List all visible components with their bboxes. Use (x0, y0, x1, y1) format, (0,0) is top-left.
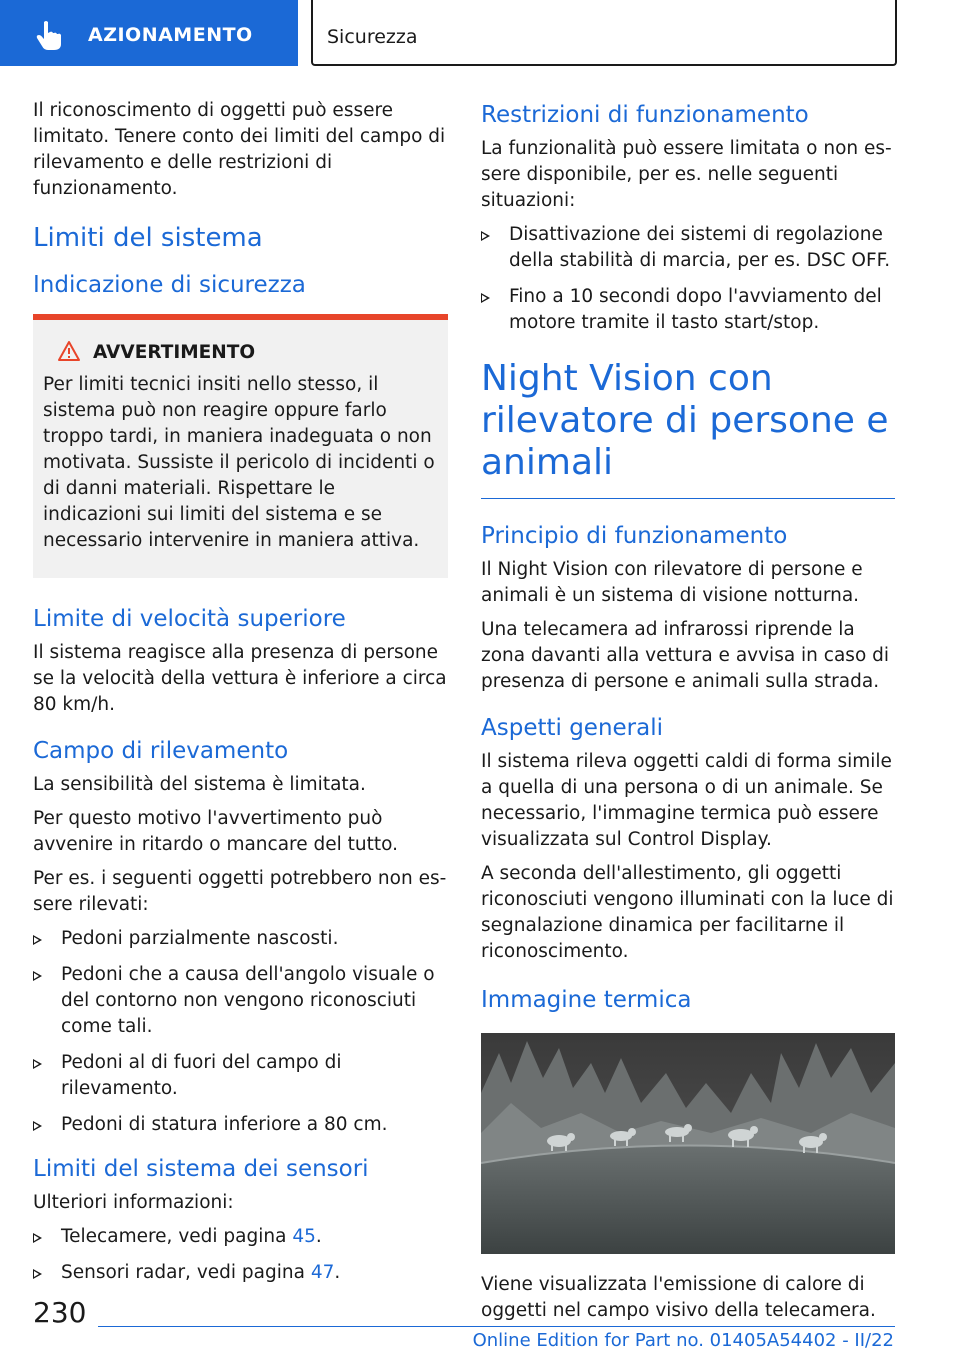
general-text-1: Il sistema rileva oggetti caldi di forma simile a quella di una persona o di un animale. Se necessario, l'immagine termica può essere visualizzata sul Control Display. (481, 751, 892, 850)
list-item: Disattivazione dei sistemi di regolazione della stabilità di marcia, per es. DSC OFF. (481, 222, 895, 274)
warning-triangle-icon (57, 340, 81, 362)
list-item: Pedoni che a causa dell'angolo visuale o del contorno non vengono riconosciuti come tali. (33, 962, 448, 1040)
bullet-triangle-icon (481, 231, 490, 241)
heading-general: Aspetti generali (481, 715, 664, 741)
range-text-1: La sensibilità del sistema è limitata. (33, 774, 366, 795)
hand-pointer-icon (34, 20, 64, 52)
general-text-2: A seconda dell'allestimento, gli oggetti riconosciuti vengono illuminati con la luce di segnalazione dinamica per facilitarne il riconoscimento. (481, 863, 894, 962)
thermal-image (481, 1033, 895, 1254)
warning-title: AVVERTIMENTO (93, 342, 256, 363)
sensors-intro: Ulteriori informazioni: (33, 1192, 234, 1213)
heading-thermal-image: Immagine termica (481, 987, 692, 1013)
bullet-triangle-icon (33, 1059, 42, 1069)
list-item: Telecamere, vedi pagina 45. (33, 1224, 448, 1250)
range-text-2: Per questo motivo l'avvertimento può avvenire in ritardo o mancare del tutto. (33, 808, 399, 855)
edition-text: Online Edition for Part no. 01405A54402 - II/22 (472, 1330, 894, 1351)
list-item: Fino a 10 secondi dopo l'avviamento del motore tramite il tasto start/stop. (481, 284, 895, 336)
right-column (481, 98, 895, 1332)
bullet-triangle-icon (481, 293, 490, 303)
heading-detection-range: Campo di rilevamento (33, 738, 289, 764)
bullet-triangle-icon (33, 1121, 42, 1131)
list-item: Pedoni di statura inferiore a 80 cm. (33, 1112, 448, 1138)
list-item: Pedoni al di fuori del campo di rilevamento. (33, 1050, 448, 1102)
page-link-47[interactable]: 47 (310, 1262, 335, 1283)
chapter-label: Sicurezza (327, 26, 418, 48)
section-label: AZIONAMENTO (88, 24, 253, 46)
list-item: Sensori radar, vedi pagina 47. (33, 1260, 448, 1286)
heading-sensor-limits: Limiti del sistema dei sensori (33, 1156, 369, 1182)
warning-text: Per limiti tecnici insiti nello stesso, il sistema può non reagire oppure farlo troppo tardi, in maniera inadeguata o non motivata. Sussiste il pericolo di incidenti o di danni materiali. Rispettare le indicazioni sui limiti del sistema e se necessario intervenire in maniera attiva. (43, 374, 435, 551)
footer-rule (98, 1326, 895, 1327)
heading-rule (481, 498, 895, 499)
section-tab[interactable] (0, 0, 298, 66)
range-list (33, 926, 448, 1138)
sensor-list (33, 1224, 448, 1286)
chapter-header (311, 0, 897, 66)
bullet-triangle-icon (33, 1233, 42, 1243)
warning-title-row (43, 340, 436, 366)
principle-text-1: Il Night Vision con rilevatore di persone e animali è un sistema di visione notturna. (481, 559, 863, 606)
intro-text: Il riconoscimento di oggetti può essere limitato. Tenere conto dei limiti del campo di rilevamento e delle restrizioni di funzionamento. (33, 100, 446, 199)
warning-box (33, 314, 448, 578)
range-text-3: Per es. i seguenti oggetti potrebbero non essere rilevati: (33, 868, 447, 915)
principle-text-2: Una telecamera ad infrarossi riprende la zona davanti alla vettura e avvisa in caso di presenza di persone e animali sulla strada. (481, 619, 890, 692)
heading-principle: Principio di funzionamento (481, 523, 788, 549)
bullet-triangle-icon (33, 971, 42, 981)
left-column (33, 98, 448, 1296)
heading-speed-limit: Limite di velocità superiore (33, 606, 346, 632)
heading-system-limits: Limiti del sistema (33, 223, 263, 253)
thermal-caption: Viene visualizzata l'emissione di calore di oggetti nel campo visivo della telecamera. (481, 1274, 876, 1321)
list-item: Pedoni parzialmente nascosti. (33, 926, 448, 952)
heading-restrictions: Restrizioni di funzionamento (481, 102, 809, 128)
restrictions-text: La funzionalità può essere limitata o non essere disponibile, per es. nelle seguenti situazioni: (481, 138, 892, 211)
restrictions-list (481, 222, 895, 336)
page-link-45[interactable]: 45 (292, 1226, 316, 1247)
bullet-triangle-icon (33, 935, 42, 945)
heading-safety-note: Indicazione di sicurezza (33, 272, 306, 298)
speed-text: Il sistema reagisce alla presenza di persone se la velocità della vettura è inferiore a circa 80 km/h. (33, 642, 447, 715)
main-heading: Night Vision con rilevatore di persone e animali (481, 358, 889, 483)
page-number: 230 (33, 1296, 87, 1329)
bullet-triangle-icon (33, 1269, 42, 1279)
